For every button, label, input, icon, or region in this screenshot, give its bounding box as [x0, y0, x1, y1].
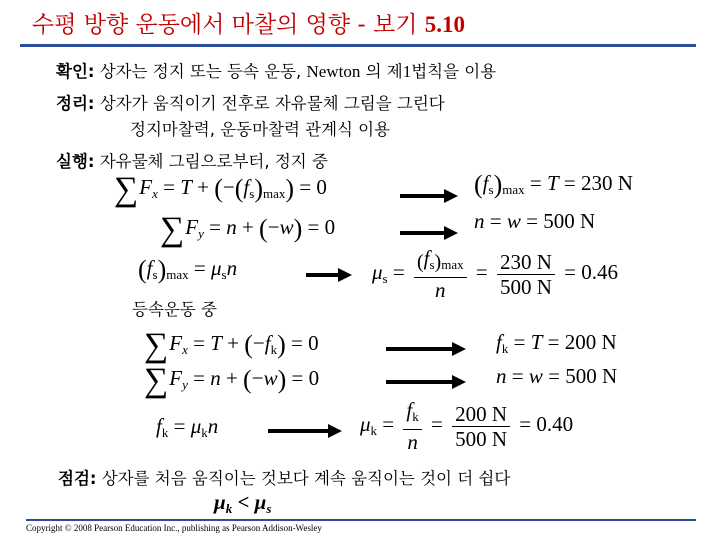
kinetic-sum-fx: $\sum F_x = T + (-f_k) = 0$	[144, 327, 319, 364]
setup-line-2: 정지마찰력, 운동마찰력 관계식 이용	[130, 120, 391, 139]
title-number: 5.10	[424, 12, 465, 37]
static-sum-fx: $\sum F_x = T + (-(f_s)_{max}) = 0$	[114, 171, 327, 208]
static-fs-max-result: $(f_s)_{max} = T = 230$ N	[474, 170, 633, 199]
confirm-text-2: 의 제	[360, 62, 403, 81]
static-sum-fy: $\sum F_y = n + (-w) = 0$	[160, 211, 336, 248]
kinetic-fk-result: $f_k = T = 200$ N	[496, 330, 617, 356]
confirm-text-1: 상자는 정지 또는 등속 운동,	[94, 62, 307, 81]
confirm-line	[56, 58, 496, 82]
slide-title	[32, 6, 712, 39]
confirm-label: 확인:	[56, 62, 95, 81]
sigma-symbol: ∑	[144, 362, 169, 399]
confirm-text-newton: Newton	[306, 62, 361, 81]
setup-text-1: 상자가 움직이기 전후로 자유물체 그림을 그린다	[94, 94, 445, 113]
setup-line	[56, 90, 445, 114]
check-text: 상자를 처음 움직이는 것보다 계속 움직이는 것이 더 쉽다	[96, 469, 511, 488]
uniform-motion-label: 등속운동 중	[132, 300, 217, 319]
execute-label: 실행:	[56, 152, 95, 171]
arrow-right-icon	[386, 375, 466, 389]
confirm-text-num: 1	[402, 62, 412, 81]
sigma-symbol: ∑	[114, 171, 139, 208]
title-divider	[20, 44, 696, 47]
arrow-right-icon	[386, 342, 466, 356]
confirm-text-3: 법칙을 이용	[411, 62, 497, 81]
arrow-right-icon	[306, 268, 352, 282]
conclusion-inequality: $\mu_k < \mu_s$	[214, 490, 272, 516]
copyright-footer: Copyright © 2008 Pearson Education Inc., publishing as Pearson Addison-Wesley	[26, 519, 696, 533]
kinetic-n-result: n = w = 500 N	[496, 364, 618, 388]
check-label: 점검:	[58, 469, 97, 488]
kinetic-sum-fy: $\sum F_y = n + (-w) = 0$	[144, 362, 320, 399]
kinetic-mu-k: $\mu_k$ = $\frac{f_k}{n}$ = $\frac{200 N}{500 N}$ = 0.40	[360, 398, 574, 454]
sigma-symbol: ∑	[144, 327, 169, 364]
static-mu-s: $\mu_s$ = $\frac{(f_s)_{max}}{n}$ = $\frac{230 N}{500 N}$ = 0.46	[372, 246, 618, 302]
arrow-right-icon	[400, 189, 458, 203]
title-text: 수평 방향 운동에서 마찰의 영향 - 보기	[32, 12, 418, 38]
static-friction-relation: $(f_s)_{max} = \mu_sn$	[138, 255, 238, 284]
check-line	[58, 465, 510, 489]
kinetic-friction-relation: $f_k = \mu_kn$	[156, 414, 219, 440]
static-n-result: n = w = 500 N	[474, 209, 596, 233]
execute-line	[56, 148, 328, 172]
arrow-right-icon	[268, 424, 342, 438]
arrow-right-icon	[400, 226, 458, 240]
setup-label: 정리:	[56, 94, 95, 113]
sigma-symbol: ∑	[160, 211, 185, 248]
execute-text: 자유물체 그림으로부터, 정지 중	[94, 152, 328, 171]
